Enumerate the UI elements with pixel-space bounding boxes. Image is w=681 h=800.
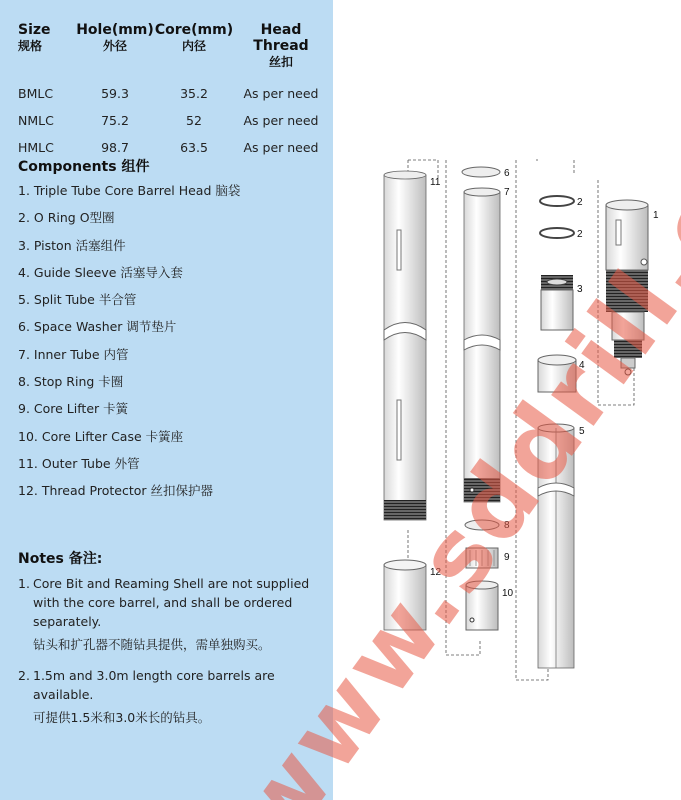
o-ring	[540, 228, 574, 238]
header-size-cn: 规格	[18, 39, 43, 53]
header-size	[18, 22, 76, 70]
label-6: 6	[504, 168, 510, 179]
list-item: 9. Core Lifter 卡簧	[18, 401, 129, 417]
label-3: 3	[577, 284, 583, 295]
list-item: 8. Stop Ring 卡圈	[18, 374, 124, 390]
list-item: 10. Core Lifter Case 卡簧座	[18, 428, 184, 444]
guide-sleeve	[538, 355, 576, 392]
note-item	[18, 666, 318, 727]
cell-thread: As per need	[243, 113, 319, 128]
label-10: 10	[502, 588, 514, 599]
label-8: 8	[504, 520, 510, 531]
core-lifter-case	[466, 581, 498, 630]
note-text-cn: 钻头和扩孔器不随钻具提供，需单独购买。	[33, 637, 271, 652]
table-row	[18, 107, 328, 134]
list-item: 6. Space Washer 调节垫片	[18, 319, 177, 335]
cell-thread: As per need	[243, 140, 319, 155]
note-text-cn: 可提供1.5米和3.0米长的钻具。	[33, 710, 211, 725]
list-item: 5. Split Tube 半合管	[18, 292, 137, 308]
header-hole-cn: 外径	[102, 39, 127, 53]
space-washer	[462, 167, 500, 177]
list-item: 4. Guide Sleeve 活塞导入套	[18, 264, 183, 280]
components-heading: Components 组件	[18, 159, 150, 175]
leader-lines	[408, 160, 634, 680]
stop-ring	[465, 520, 499, 530]
core-lifter	[466, 548, 498, 568]
header-core-en: Core(mm)	[154, 22, 234, 38]
list-item: 3. Piston 活塞组件	[18, 237, 126, 253]
header-size-en: Size	[18, 22, 51, 38]
cell-core: 52	[186, 113, 202, 128]
panel-divider	[333, 0, 348, 800]
cell-core: 35.2	[180, 86, 208, 101]
piston	[541, 275, 573, 330]
header-core-cn: 内径	[181, 39, 206, 53]
header-hole-en: Hole(mm)	[76, 22, 154, 38]
label-4: 4	[579, 360, 585, 371]
header-thread-cn: 丝扣	[268, 55, 293, 69]
exploded-diagram	[348, 0, 681, 800]
thread-protector	[384, 560, 426, 630]
core-barrel-head	[606, 200, 648, 375]
note-text-en: Core Bit and Reaming Shell are not supplied with the core barrel, and shall be ordered separately.	[33, 576, 310, 629]
label-11: 11	[430, 177, 441, 188]
header-thread	[234, 22, 328, 70]
label-9: 9	[504, 552, 510, 563]
specs-header-row	[18, 22, 328, 70]
specs-table	[18, 22, 328, 161]
cell-size: NMLC	[18, 113, 54, 128]
list-item: 2. O Ring O型圈	[18, 210, 115, 226]
cell-size: HMLC	[18, 140, 54, 155]
header-core	[154, 22, 234, 70]
label-2a: 2	[577, 197, 583, 208]
cell-hole: 98.7	[101, 140, 129, 155]
note-number: 2.	[18, 668, 30, 683]
label-7: 7	[504, 187, 510, 198]
list-item: 12. Thread Protector 丝扣保护器	[18, 483, 213, 499]
list-item: 7. Inner Tube 内管	[18, 346, 129, 362]
cell-size: BMLC	[18, 86, 54, 101]
header-hole	[76, 22, 154, 70]
notes-heading: Notes 备注:	[18, 551, 103, 567]
cell-thread: As per need	[243, 86, 319, 101]
components-list	[18, 182, 240, 510]
label-5: 5	[579, 426, 585, 437]
split-tube	[538, 424, 574, 668]
inner-tube	[464, 188, 500, 502]
note-number: 1.	[18, 576, 30, 591]
note-item	[18, 574, 318, 654]
label-12: 12	[430, 567, 442, 578]
note-text-en: 1.5m and 3.0m length core barrels are available.	[33, 668, 275, 702]
header-thread-en: Head Thread	[253, 22, 309, 54]
cell-core: 63.5	[180, 140, 208, 155]
table-row	[18, 80, 328, 107]
cell-hole: 75.2	[101, 113, 129, 128]
list-item: 1. Triple Tube Core Barrel Head 脑袋	[18, 183, 241, 198]
o-ring	[540, 196, 574, 206]
label-2b: 2	[577, 229, 583, 240]
outer-tube	[384, 171, 426, 520]
label-1: 1	[653, 210, 659, 221]
cell-hole: 59.3	[101, 86, 129, 101]
list-item: 11. Outer Tube 外管	[18, 455, 140, 471]
